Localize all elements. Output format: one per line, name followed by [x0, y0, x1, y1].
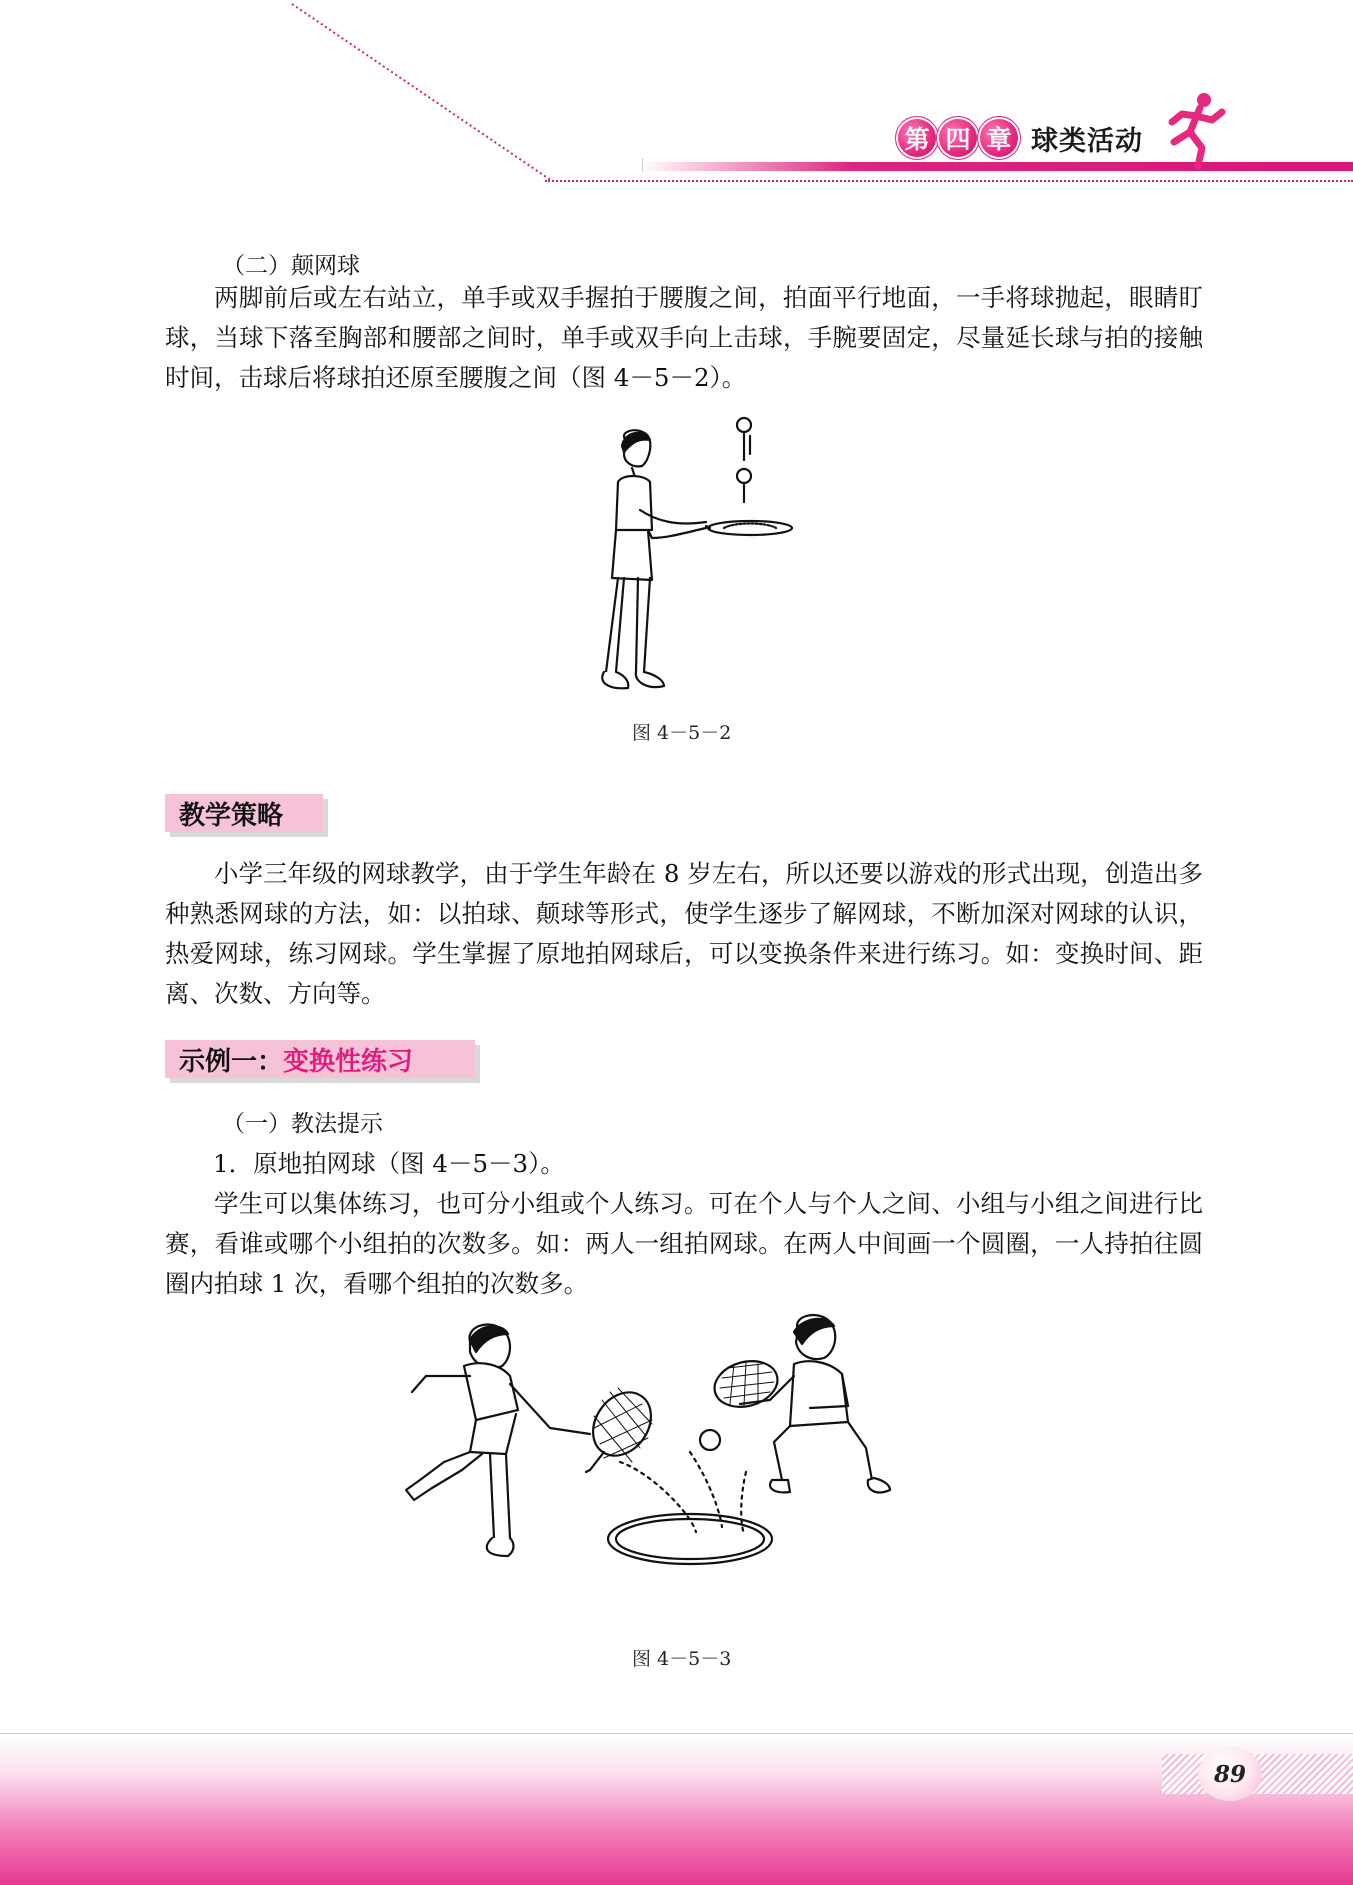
header-pink-band — [640, 162, 1353, 171]
footer-rule — [0, 1733, 1353, 1734]
juggle-paragraph: 两脚前后或左右站立，单手或双手握拍于腰腹之间，拍面平行地面，一手将球抛起，眼睛盯球，当球下落至胸部和腰部之间时，单手或双手向上击球，手腕要固定，尽量延长球与拍的接触时间，击球后将球拍还原至腰腹之间（图 4－5－2）。 — [165, 283, 1203, 392]
example-one-tag — [165, 1040, 475, 1078]
footer-pink-gradient — [0, 1735, 1353, 1885]
figure-ball-bouncing-pair-illustration — [390, 1312, 980, 1622]
chapter-char-1: 第 — [898, 119, 936, 157]
figure-caption-4-5-2: 图 4－5－2 — [632, 722, 732, 744]
figure-caption-4-5-3: 图 4－5－3 — [632, 1648, 732, 1670]
header-diagonal-dotted-line — [290, 0, 560, 185]
teaching-strategy-tag-label: 教学策略 — [179, 800, 284, 831]
example-one-title: 变换性练习 — [283, 1046, 414, 1077]
juggle-heading: （二）颠网球 — [222, 253, 360, 279]
chapter-char-2: 四 — [939, 119, 977, 157]
teaching-tips-heading: （一）教法提示 — [222, 1111, 383, 1137]
chapter-title: 球类活动 — [1031, 125, 1143, 157]
page-number: 89 — [1198, 1747, 1262, 1801]
strategy-paragraph: 小学三年级的网球教学，由于学生年龄在 8 岁左右，所以还要以游戏的形式出现，创造出多种熟悉网球的方法，如：以拍球、颠球等形式，使学生逐步了解网球，不断加深对网球的认识，热爱网球，练习网球。学生掌握了原地拍网球后，可以变换条件来进行练习。如：变换时间、距离、次数、方向等。 — [165, 859, 1203, 1008]
chapter-char-3: 章 — [980, 119, 1018, 157]
example-one-prefix: 示例一： — [179, 1046, 284, 1077]
item-1-text: 1．原地拍网球（图 4－5－3）。 — [213, 1149, 565, 1178]
chapter-heading — [898, 118, 1143, 158]
runner-icon — [1160, 90, 1230, 170]
figure-ball-juggling-illustration — [578, 410, 808, 700]
teaching-strategy-tag — [165, 794, 323, 832]
example-paragraph: 学生可以集体练习，也可分小组或个人练习。可在个人与个人之间、小组与小组之间进行比赛，看谁或哪个小组拍的次数多。如：两人一组拍网球。在两人中间画一个圆圈，一人持拍往圆圈内拍球 1 次，看哪个组拍的次数多。 — [165, 1189, 1203, 1298]
header-dotted-rule — [545, 180, 1353, 182]
